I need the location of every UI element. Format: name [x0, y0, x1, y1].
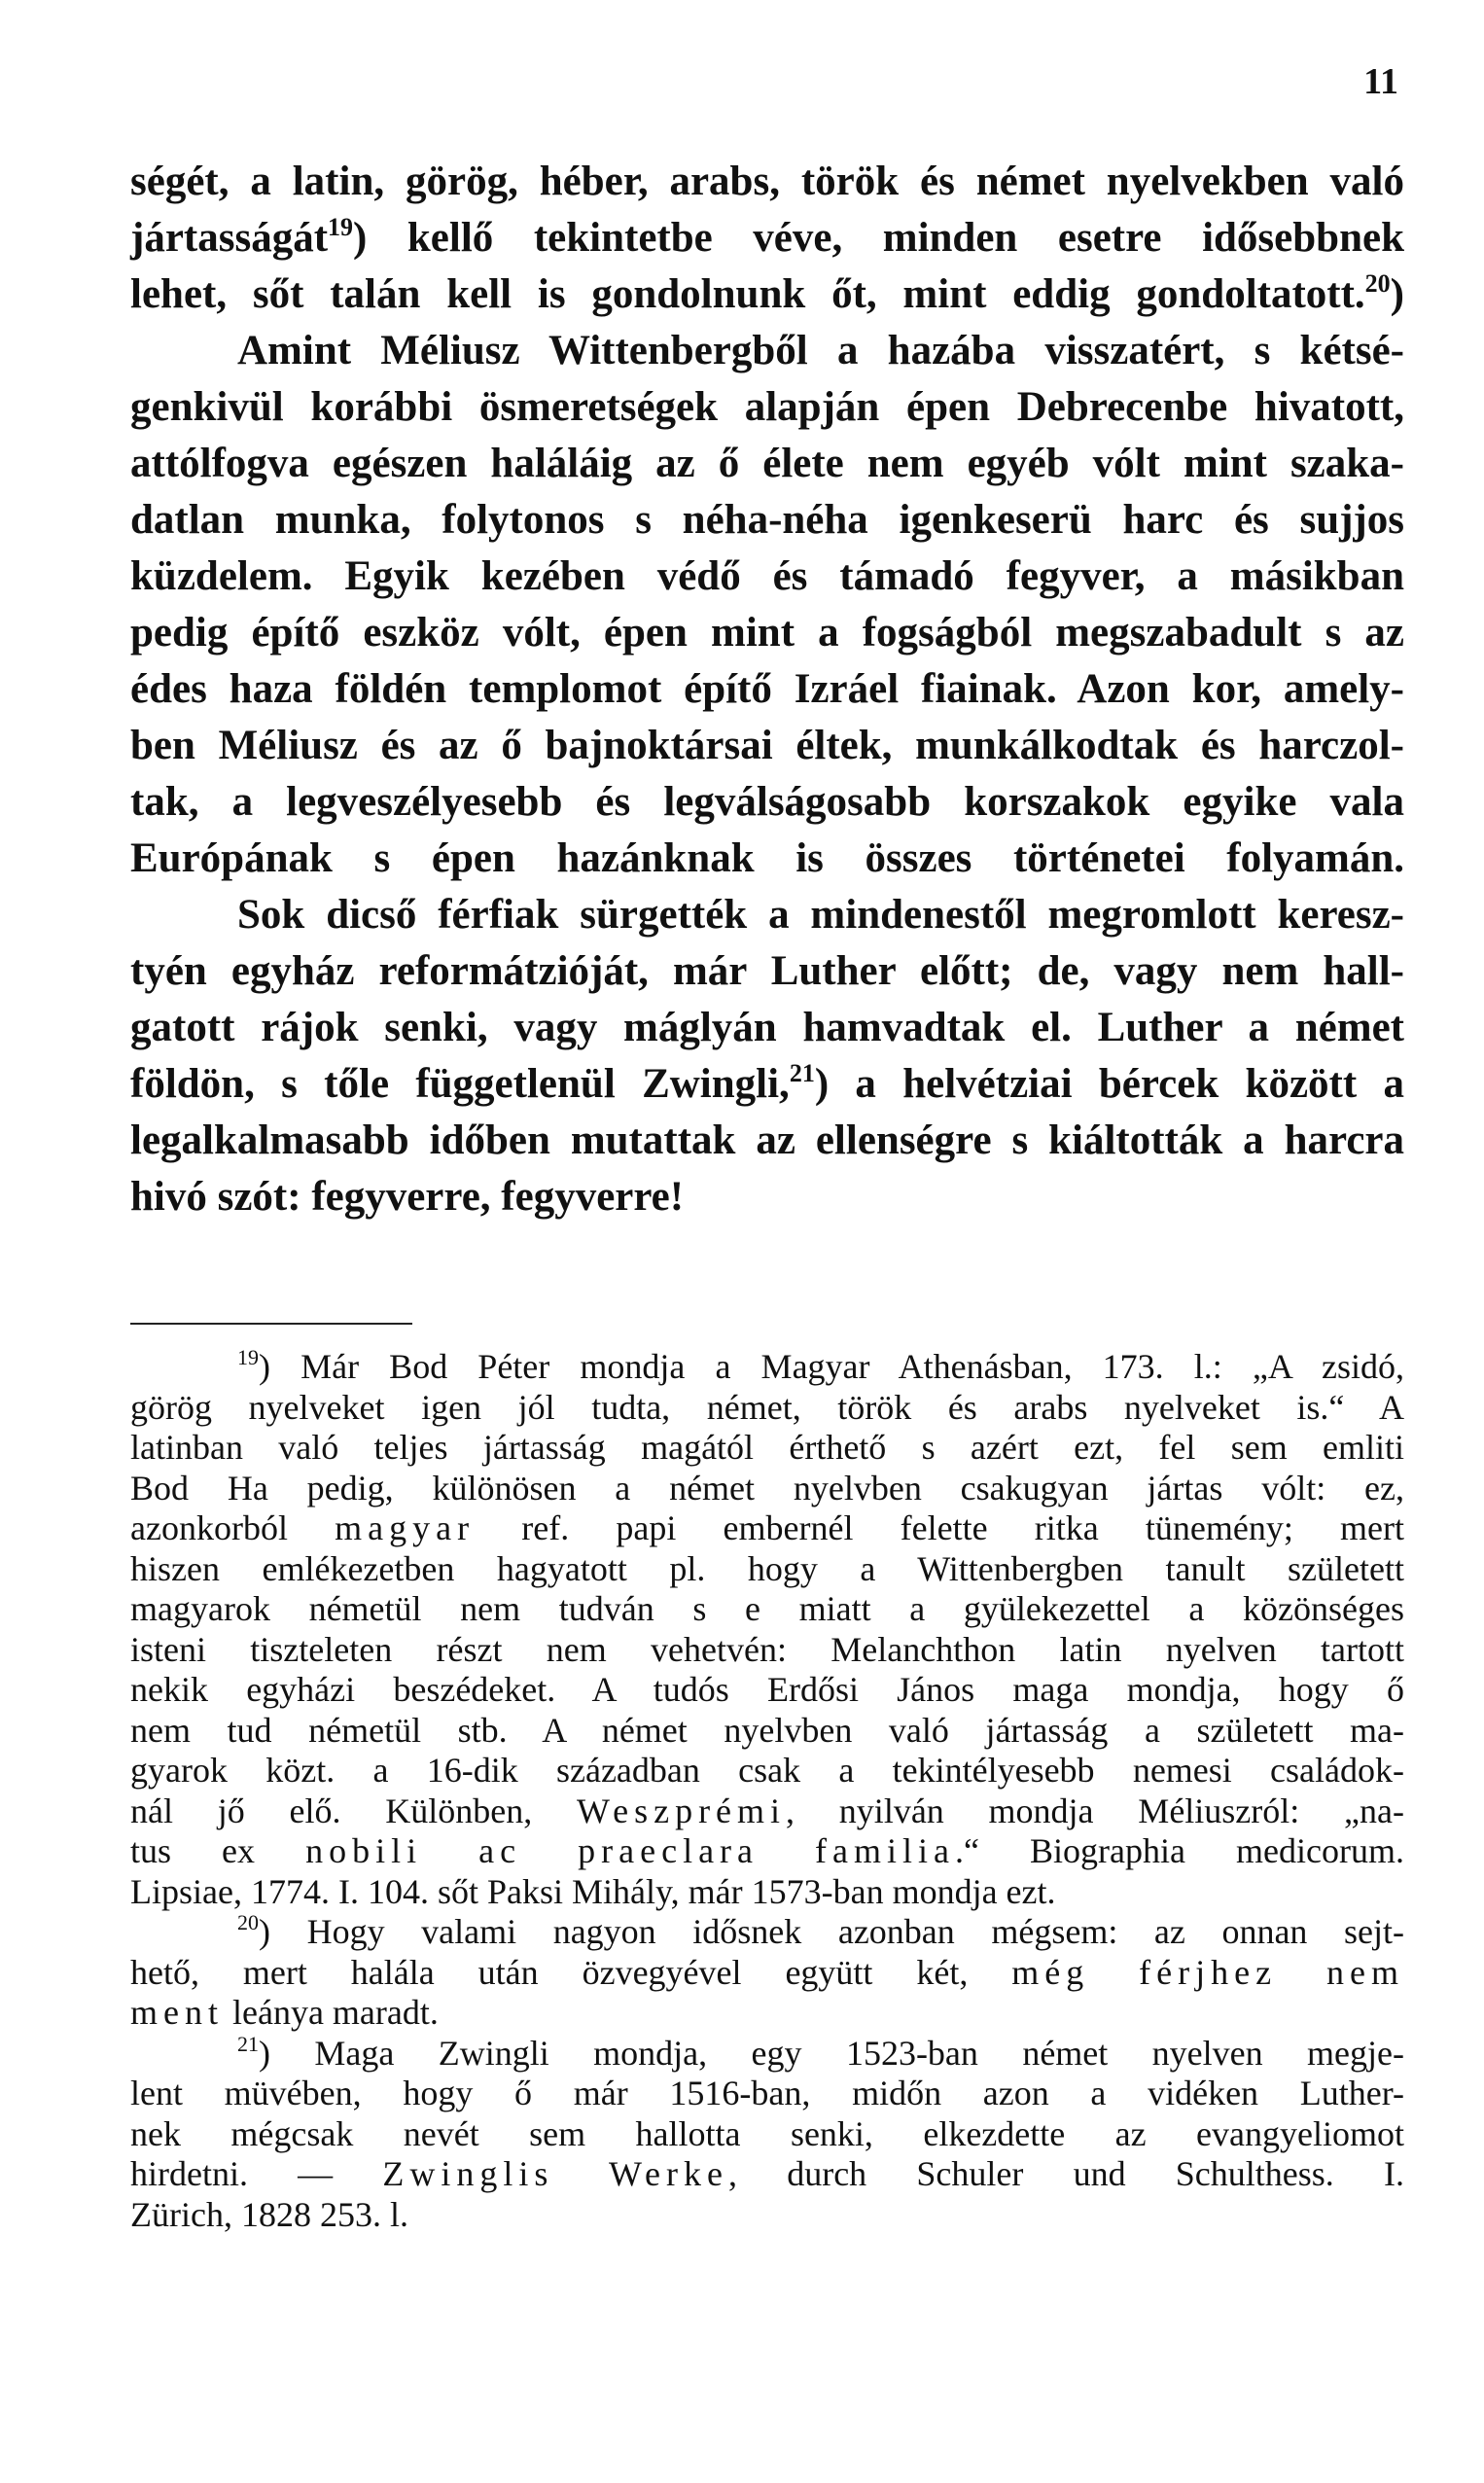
line-text: hető, mert halála után özvegyével együtt két, [130, 1952, 1012, 1992]
line-text: Európának s épen hazánknak is összes történetei folyamán. [130, 835, 1404, 881]
footnote-separator-rule [130, 1323, 412, 1325]
body-text-line [130, 718, 1404, 774]
line-text: tak, a legveszélyesebb és legválságosabb korszakok egyike vala [130, 779, 1404, 825]
line-text: hirdetni. — [130, 2154, 383, 2193]
body-text-line [130, 492, 1404, 549]
line-text: jártasságát [130, 215, 329, 261]
body-text-line [130, 323, 1404, 379]
footnote-line [130, 1912, 1404, 1953]
footnotes-block [130, 1347, 1404, 2235]
line-text: Amint Méliusz Wittenbergből a hazába visszatért, s kétsé- [237, 328, 1404, 373]
line-text: küzdelem. Egyik kezében védő és támadó fegyver, a másikban [130, 553, 1404, 599]
body-text-line [130, 1056, 1404, 1113]
spaced-emphasis-text: ment [130, 1993, 224, 2032]
footnote-line [130, 2031, 1404, 2075]
footnote-line [130, 1469, 1404, 1509]
line-text: pedig építő eszköz vólt, épen mint a fogságból megszabadult s az [130, 610, 1404, 656]
line-text: tus ex [130, 1831, 306, 1870]
line-text: földön, s tőle függetlenül Zwingli, [130, 1061, 790, 1107]
footnote-line [130, 2195, 1404, 2236]
footnote-line [130, 1711, 1404, 1752]
footnote-reference-marker: 19 [328, 213, 354, 241]
footnote-line [130, 1347, 1404, 1388]
line-text: édes haza földén templomot építő Izráel fiainak. Azon kor, amely- [130, 666, 1404, 712]
footnote-reference-marker: 19 [237, 1345, 259, 1369]
line-text: tyén egyház reformátzióját, már Luther előtt; de, vagy nem hall- [130, 948, 1404, 994]
footnote-reference-marker: 21 [789, 1059, 815, 1087]
spaced-emphasis-text: nobili ac praeclara familia [305, 1831, 956, 1870]
line-text: gatott rájok senki, vagy máglyán hamvadtak el. Luther a német [130, 1005, 1404, 1050]
line-text: ) a helvétziai bércek között a [814, 1061, 1404, 1107]
footnote-line [130, 1751, 1404, 1791]
footnote-line [130, 2074, 1404, 2114]
line-text: görög nyelveket igen jól tudta, német, török és arabs nyelveket is.“ A [130, 1387, 1404, 1427]
page-number: 11 [1363, 61, 1398, 102]
footnote-line [130, 1872, 1404, 1913]
line-text: latinban való teljes jártasság magától érthető s azért ezt, fel sem emliti [130, 1428, 1404, 1467]
line-text: genkivül korábbi ösmeretségek alapján épen Debrecenbe hivatott, [130, 384, 1404, 430]
body-text-line [130, 210, 1404, 266]
footnote-reference-marker: 20 [237, 1910, 259, 1934]
footnote-line [130, 1953, 1404, 1994]
line-text: leánya maradt. [223, 1993, 439, 2032]
line-text: Bod Ha pedig, különösen a német nyelvben csakugyan jártas vólt: ez, [130, 1468, 1404, 1508]
line-text: ségét, a latin, görög, héber, arabs, török és német nyelvekben való [130, 159, 1404, 204]
body-text-line [130, 549, 1404, 605]
line-text: lent müvében, hogy ő már 1516-ban, midőn azon a vidéken Luther- [130, 2074, 1404, 2112]
body-text-line [130, 436, 1404, 492]
line-text: Sok dicső férfiak sürgették a mindenestől megromlott keresz- [237, 892, 1404, 938]
line-text: nekik egyházi beszédeket. A tudós Erdősi János maga mondja, hogy ő [130, 1670, 1404, 1709]
line-text: ) Maga Zwingli mondja, egy 1523-ban német nyelven megje- [259, 2033, 1404, 2073]
line-text: datlan munka, folytonos s néha-néha igenkeserü harc és sujjos [130, 497, 1404, 543]
spaced-emphasis-text: Weszprémi [577, 1791, 787, 1830]
body-text-line [130, 154, 1404, 210]
line-text: isteni tiszteleten részt nem vehetvén: Melanchthon latin nyelven tartott [130, 1629, 1404, 1669]
line-text: ref. papi embernél felette ritka tünemény; mert [475, 1508, 1404, 1547]
footnote-reference-marker: 20 [1364, 269, 1391, 298]
spaced-emphasis-text: Zwinglis Werke [382, 2154, 728, 2193]
footnote-line [130, 1993, 1404, 2034]
footnote-line [130, 1791, 1404, 1832]
spaced-emphasis-text: még férjhez nem [1011, 1952, 1405, 1992]
line-text: ) Már Bod Péter mondja a Magyar Athenásban, 173. l.: „A zsidó, [259, 1347, 1404, 1386]
spaced-emphasis-text: magyar [335, 1508, 476, 1547]
body-text-line [130, 831, 1404, 887]
line-text: magyarok németül nem tudván s e miatt a gyülekezettel a közönséges [130, 1589, 1404, 1628]
line-text: hiszen emlékezetben hagyatott pl. hogy a Wittenbergben tanult született [130, 1548, 1404, 1588]
footnote-line [130, 1549, 1404, 1590]
line-text: attólfogva egészen haláláig az ő élete nem egyéb vólt mint szaka- [130, 441, 1404, 486]
body-text-line [130, 661, 1404, 718]
line-text: ) Hogy valami nagyon idősnek azonban mégsem: az onnan sejt- [259, 1912, 1404, 1951]
footnote-reference-marker: 21 [237, 2031, 259, 2056]
line-text: nál jő elő. Különben, [130, 1791, 577, 1830]
body-text-line [130, 266, 1404, 323]
footnote-line [130, 1388, 1404, 1429]
footnote-line [130, 2154, 1404, 2195]
main-body-text [130, 154, 1404, 1225]
line-text: legalkalmasabb időben mutattak az ellenségre s kiáltották a harcra [130, 1117, 1404, 1163]
line-text: nem tud németül stb. A német nyelvben való jártasság a született ma- [130, 1710, 1404, 1750]
line-text: ben Méliusz és az ő bajnoktársai éltek, munkálkodtak és harczol- [130, 723, 1404, 768]
body-text-line [130, 379, 1404, 436]
line-text: azonkorból [130, 1508, 336, 1547]
line-text: , durch Schuler und Schulthess. I. [728, 2154, 1404, 2193]
footnote-line [130, 1589, 1404, 1630]
line-text: Lipsiae, 1774. I. 104. sőt Paksi Mihály, már 1573-ban mondja ezt. [130, 1871, 1056, 1911]
footnote-line [130, 1831, 1404, 1872]
line-text: Zürich, 1828 253. l. [130, 2194, 408, 2234]
line-text: ) [1390, 271, 1404, 317]
line-text: nek mégcsak nevét sem hallotta senki, elkezdette az evangyeliomot [130, 2113, 1404, 2153]
footnote-line [130, 1508, 1404, 1549]
footnote-line [130, 1630, 1404, 1671]
line-text: gyarok közt. a 16-dik században csak a tekintélyesebb nemesi családok- [130, 1751, 1404, 1790]
body-text-line [130, 1169, 1404, 1225]
body-text-line [130, 887, 1404, 943]
line-text: hivó szót: fegyverre, fegyverre! [130, 1174, 685, 1220]
line-text: ) kellő tekintetbe véve, minden esetre idősebbnek [353, 215, 1404, 261]
line-text: .“ Biographia medicorum. [955, 1831, 1404, 1870]
body-text-line [130, 1113, 1404, 1169]
line-text: lehet, sőt talán kell is gondolnunk őt, mint eddig gondoltatott. [130, 271, 1365, 317]
footnote-line [130, 1428, 1404, 1469]
body-text-line [130, 774, 1404, 831]
body-text-line [130, 1000, 1404, 1056]
line-text: , nyilván mondja Méliuszról: „na- [786, 1791, 1404, 1830]
body-text-line [130, 605, 1404, 661]
footnote-line [130, 1670, 1404, 1711]
body-text-line [130, 943, 1404, 1000]
footnote-line [130, 2114, 1404, 2155]
